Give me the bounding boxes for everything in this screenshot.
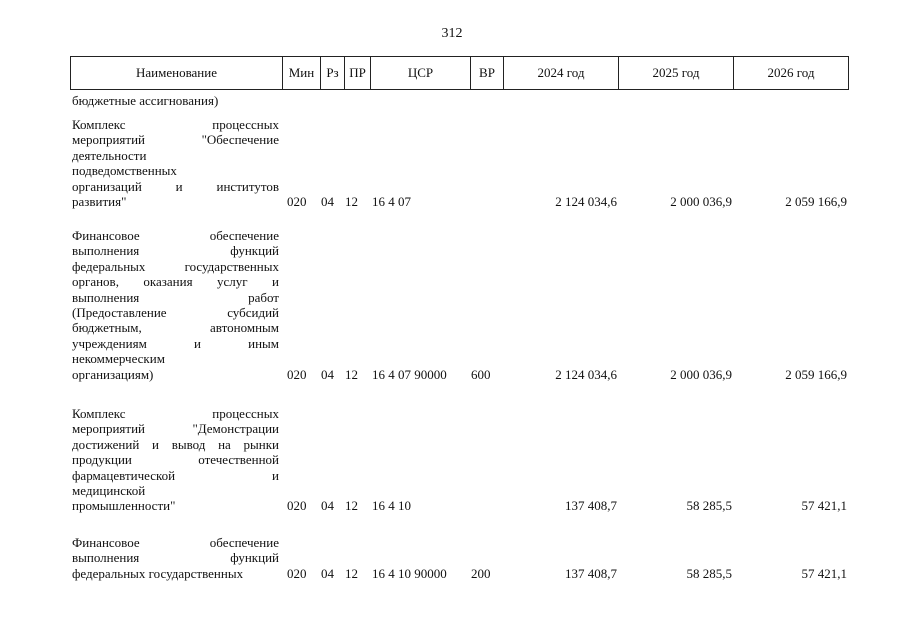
row-name — [72, 228, 279, 382]
cell-min: 020 — [287, 194, 307, 209]
cell-csr: 16 4 10 — [372, 498, 411, 514]
row-name-line: Финансовое обеспечение — [72, 228, 279, 243]
cell-y2026: 2 059 166,9 — [785, 366, 847, 382]
row-name-line: федеральных государственных — [72, 258, 279, 274]
header-name: Наименование — [136, 65, 217, 80]
row-name-line: мероприятий "Демонстрации — [72, 421, 279, 437]
row-name-line: фармацевтической и — [72, 467, 279, 483]
row-name-line: промышленности" — [72, 498, 176, 514]
row-name-line: некоммерческим — [72, 351, 165, 367]
row-name-line: медицинской — [72, 483, 146, 499]
cell-min: 020 — [287, 565, 307, 581]
row-name-line: выполнения работ — [72, 289, 279, 305]
row-name-line: Комплекс процессных — [72, 117, 279, 132]
table-header — [70, 56, 849, 90]
row-name-line: органов, оказания услуг и — [72, 274, 279, 290]
cell-rz: 04 — [321, 194, 334, 209]
cell-min: 020 — [287, 498, 307, 514]
cell-y2025: 58 285,5 — [686, 498, 732, 514]
row-name — [72, 535, 279, 581]
cell-rz: 04 — [321, 498, 334, 514]
header-2025: 2025 год — [618, 57, 733, 89]
row-name-line: выполнения функций — [72, 243, 279, 259]
row-name-line: подведомственных — [72, 163, 177, 179]
row-name-line: учреждениям и иным — [72, 335, 279, 351]
cell-csr: 16 4 07 — [372, 194, 411, 209]
cell-y2024: 2 124 034,6 — [555, 366, 617, 382]
cell-csr: 16 4 10 90000 — [372, 565, 447, 581]
header-2026: 2026 год — [733, 57, 848, 89]
cell-vr: 200 — [471, 565, 491, 581]
row-name — [72, 406, 279, 514]
cell-pr: 12 — [345, 565, 358, 581]
row-name-line: организациям) — [72, 366, 154, 382]
cell-y2025: 2 000 036,9 — [670, 366, 732, 382]
page-number: 312 — [441, 26, 463, 41]
cell-y2026: 57 421,1 — [801, 498, 847, 514]
row-name-line: Финансовое обеспечение — [72, 535, 279, 550]
row-name-line: бюджетным, автономным — [72, 320, 279, 336]
cell-pr: 12 — [345, 498, 358, 514]
cell-rz: 04 — [321, 565, 334, 581]
cell-y2024: 137 408,7 — [565, 565, 617, 581]
header-pr: ПР — [344, 57, 370, 89]
cell-vr: 600 — [471, 366, 491, 382]
header-2024: 2024 год — [503, 57, 618, 89]
continuation-text: бюджетные ассигнования) — [72, 93, 219, 108]
cell-y2026: 2 059 166,9 — [785, 194, 847, 209]
row-name-line: продукции отечественной — [72, 452, 279, 468]
row-name-line: Комплекс процессных — [72, 406, 279, 421]
row-name-line: выполнения функций — [72, 550, 279, 566]
cell-y2024: 137 408,7 — [565, 498, 617, 514]
cell-pr: 12 — [345, 366, 358, 382]
header-rz: Рз — [320, 57, 344, 89]
row-name-line: развития" — [72, 194, 127, 210]
header-vr: ВР — [470, 57, 503, 89]
row-name-line: мероприятий "Обеспечение — [72, 132, 279, 148]
cell-pr: 12 — [345, 194, 358, 209]
row-name-line: (Предоставление субсидий — [72, 305, 279, 321]
cell-y2024: 2 124 034,6 — [555, 194, 617, 209]
cell-rz: 04 — [321, 366, 334, 382]
cell-y2025: 2 000 036,9 — [670, 194, 732, 209]
row-name-line: деятельности — [72, 147, 147, 163]
cell-y2025: 58 285,5 — [686, 565, 732, 581]
cell-y2026: 57 421,1 — [801, 565, 847, 581]
row-name-line: организаций и институтов — [72, 178, 279, 194]
header-min: Мин — [282, 57, 320, 89]
row-name — [72, 117, 279, 209]
row-name-line: федеральных государственных — [72, 565, 244, 581]
header-csr: ЦСР — [370, 57, 470, 89]
cell-min: 020 — [287, 366, 307, 382]
row-name-line: достижений и вывод на рынки — [72, 436, 279, 452]
cell-csr: 16 4 07 90000 — [372, 366, 447, 382]
